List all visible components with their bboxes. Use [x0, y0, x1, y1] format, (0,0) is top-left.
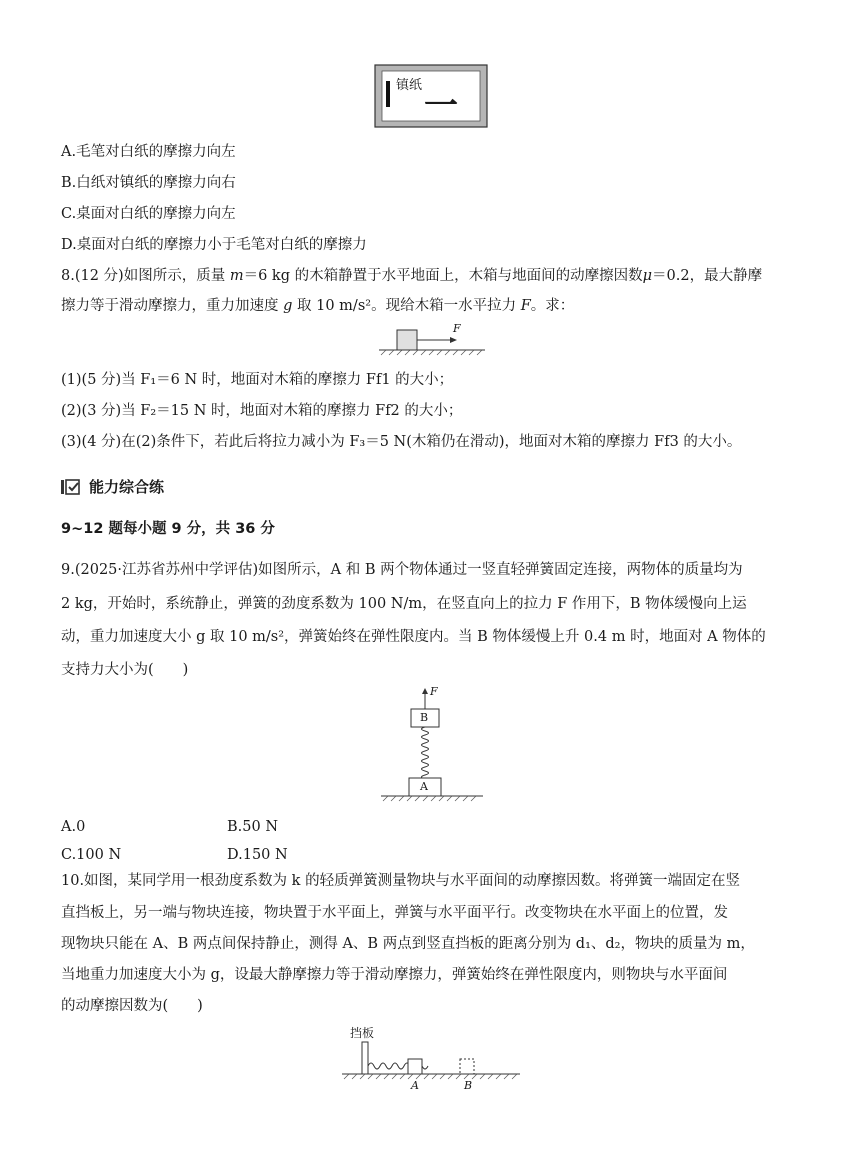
wall-spring-figure	[340, 1024, 522, 1094]
section-title: 能力综合练	[89, 478, 165, 496]
q10-stem-line1: 10.如图，某同学用一根劲度系数为 k 的轻质弹簧测量物块与水平面间的动摩擦因数。将弹簧一端固定在竖	[61, 873, 741, 889]
box-pull-figure	[377, 324, 487, 356]
q7-option-b[interactable]: B.白纸对镇纸的摩擦力向右	[61, 175, 236, 191]
q9-stem-line2: 2 kg，开始时，系统静止，弹簧的劲度系数为 100 N/m，在竖直向上的拉力 F 作用下，B 物体缓慢向上运	[61, 596, 747, 612]
fig9-force-label: F	[430, 685, 438, 698]
force-label-f: F	[453, 322, 461, 335]
block-at-a	[408, 1059, 422, 1074]
paperweight-bar	[386, 81, 390, 107]
q7-option-d[interactable]: D.桌面对白纸的摩擦力小于毛笔对白纸的摩擦力	[61, 237, 367, 253]
q9-option-a[interactable]: A.0	[61, 819, 86, 835]
wall	[362, 1042, 368, 1074]
q10-stem-line5: 的动摩擦因数为( )	[61, 998, 203, 1014]
brush-stroke: 一	[424, 86, 458, 126]
q10-stem-line3: 现物块只能在 A、B 两点间保持静止，测得 A、B 两点到竖直挡板的距离分别为 d₁、d₂，物块的质量为 m，	[61, 936, 755, 952]
q9-stem-line4: 支持力大小为( )	[61, 662, 189, 678]
point-b-label: B	[464, 1079, 473, 1092]
checklist-icon	[61, 478, 81, 496]
q8-stem-line1: 8.(12 分)如图所示，质量 m＝6 kg 的木箱静置于水平地面上，木箱与地面间的动摩擦因数μ＝0.2，最大静摩	[61, 268, 763, 284]
spring-blocks-figure	[379, 687, 485, 803]
q9-stem-line3: 动，重力加速度大小 g 取 10 m/s²，弹簧始终在弹性限度内。当 B 物体缓慢上升 0.4 m 时，地面对 A 物体的	[61, 629, 766, 645]
q8-sub1: (1)(5 分)当 F₁＝6 N 时，地面对木箱的摩擦力 Ff1 的大小；	[61, 372, 454, 388]
q9-option-b[interactable]: B.50 N	[227, 819, 279, 835]
wall-label: 挡板	[350, 1026, 375, 1040]
q9-stem-line1: 9.(2025·江苏省苏州中学评估)如图所示，A 和 B 两个物体通过一竖直轻弹簧固定连接，两物体的质量均为	[61, 562, 743, 578]
q7-option-a[interactable]: A.毛笔对白纸的摩擦力向左	[61, 144, 236, 160]
paperweight-label: 镇纸	[396, 78, 423, 93]
q10-stem-line4: 当地重力加速度大小为 g，设最大静摩擦力等于滑动摩擦力，弹簧始终在弹性限度内，则物块与水平面间	[61, 967, 728, 983]
section-heading	[61, 476, 164, 497]
fig9-block-a-label: A	[420, 780, 428, 793]
q8-sub3: (3)(4 分)在(2)条件下，若此后将拉力减小为 F₃＝5 N(木箱仍在滑动)，地面对木箱的摩擦力 Ff3 的大小。	[61, 434, 742, 450]
q9-option-d[interactable]: D.150 N	[227, 847, 288, 863]
paperweight-figure	[374, 64, 488, 128]
block-at-b	[460, 1059, 474, 1074]
q7-option-c[interactable]: C.桌面对白纸的摩擦力向左	[61, 206, 236, 222]
point-a-label: A	[411, 1079, 419, 1092]
wooden-box	[397, 330, 417, 350]
q9-option-c[interactable]: C.100 N	[61, 847, 122, 863]
q8-sub2: (2)(3 分)当 F₂＝15 N 时，地面对木箱的摩擦力 Ff2 的大小；	[61, 403, 463, 419]
q10-stem-line2: 直挡板上，另一端与物块连接，物块置于水平面上，弹簧与水平面平行。改变物块在水平面上的位置，发	[61, 905, 728, 921]
q9-source: 江苏省苏州中学评估	[122, 562, 253, 578]
q8-stem-line2: 擦力等于滑动摩擦力，重力加速度 g 取 10 m/s²。现给木箱一水平拉力 F。求：	[61, 298, 575, 314]
fig9-block-b-label: B	[420, 711, 429, 724]
score-line: 9~12 题每小题 9 分，共 36 分	[61, 521, 275, 537]
